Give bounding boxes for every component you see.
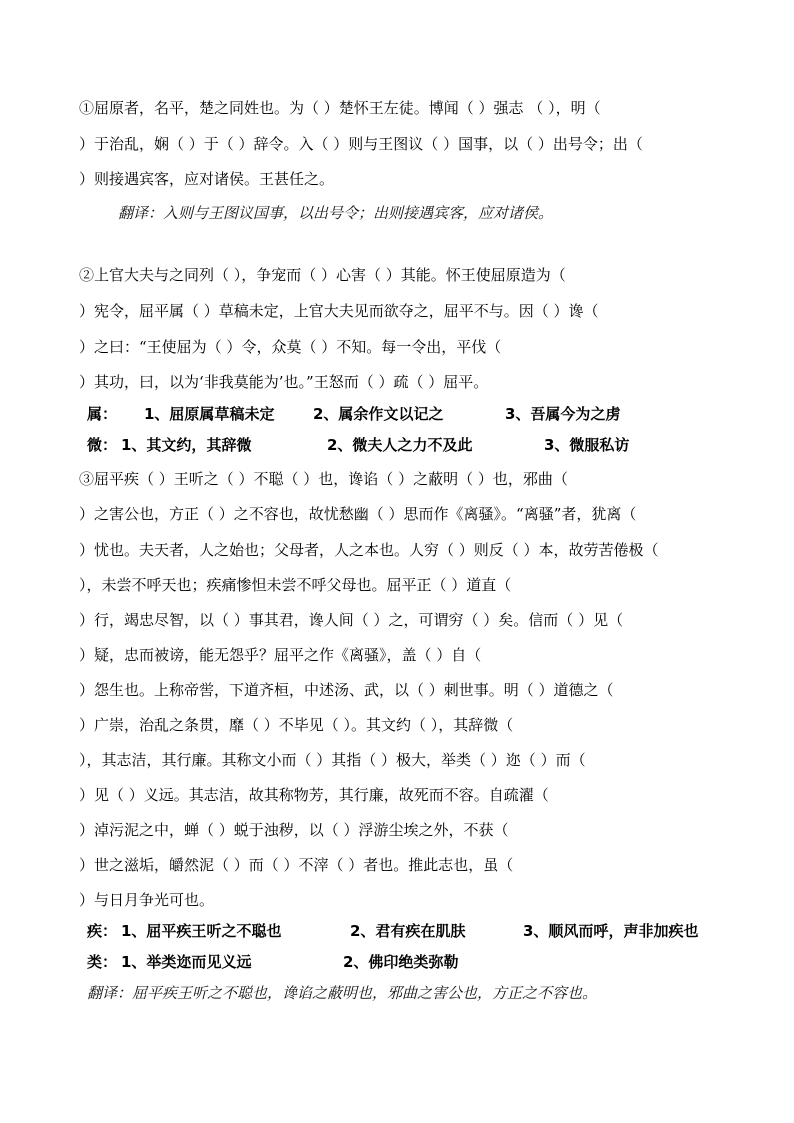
s3-line-8: ）广崇，治乱之条贯，靡（ ）不毕见（ ）。其文约（ ），其辞微（	[79, 716, 514, 734]
zhu-label: 属：	[87, 405, 118, 423]
s3-line-3: ）忧也。夫天者，人之始也；父母者，人之本也。人穷（ ）则反（ ）本，故劳苦倦极（	[79, 541, 659, 559]
lei-label: 类：	[87, 953, 118, 971]
zhu-item-2: 2、属余作文以记之	[313, 405, 444, 423]
s2-line-2: ）宪令，屈平属（ ）草稿未定，上官大夫见而欲夺之，屈平不与。因（ ）谗（	[79, 302, 599, 320]
s1-line-1: ①屈原者，名平，楚之同姓也。为（ ）楚怀王左徒。博闻（ ）强志 （ ），明（	[79, 99, 601, 117]
s3-translation: 翻译：屈平疾王听之不聪也，谗谄之蔽明也，邪曲之害公也，方正之不容也。	[87, 984, 598, 1002]
s3-line-7: ）怨生也。上称帝喾，下道齐桓，中述汤、武，以（ ）刺世事。明（ ）道德之（	[79, 681, 614, 699]
zhu-item-3: 3、吾属今为之虏	[505, 405, 621, 423]
lei-item-1: 1、举类迩而见义远	[121, 953, 252, 971]
s3-line-9: ），其志洁，其行廉。其称文小而（ ）其指（ ）极大，举类（ ）迩（ ）而（	[79, 751, 586, 769]
s2-line-3: ）之曰：“王使屈为（ ）令，众莫（ ）不知。每一令出，平伐（	[79, 338, 502, 356]
s1-line-2: ）于治乱，娴（ ）于（ ）辞令。入（ ）则与王图议（ ）国事，以（ ）出号令；出（	[79, 135, 643, 153]
s3-line-2: ）之害公也，方正（ ）之不容也，故忧愁幽（ ）思而作《离骚》。“离骚”者，犹离（	[79, 505, 637, 523]
s3-line-12: ）世之滋垢，皭然泥（ ）而（ ）不滓（ ）者也。推此志也，虽（	[79, 856, 514, 874]
s3-line-11: ）淖污泥之中，蝉（ ）蜕于浊秽，以（ ）浮游尘埃之外，不获（	[79, 821, 509, 839]
s2-line-1: ②上官大夫与之同列（ ），争宠而（ ）心害（ ）其能。怀王使屈原造为（	[79, 266, 566, 284]
s3-line-4: ），未尝不呼天也；疾痛惨怛未尝不呼父母也。屈平正（ ）道直（	[79, 576, 512, 594]
s3-line-13: ）与日月争光可也。	[79, 891, 215, 909]
ji-item-1: 1、屈平疾王听之不聪也	[121, 922, 282, 940]
s3-line-6: ）疑，忠而被谤，能无怨乎？屈平之作《离骚》，盖（ ）自（	[79, 646, 482, 664]
ji-label: 疾：	[87, 922, 118, 940]
s2-line-4: ）其功，曰，以为‘非我莫能为’也。”王怒而（ ）疏（ ）屈平。	[79, 373, 489, 391]
s3-line-1: ③屈平疾（ ）王听之（ ）不聪（ ）也，谗谄（ ）之蔽明（ ）也，邪曲（	[79, 470, 568, 488]
ji-item-3: 3、顺风而呼，声非加疾也	[523, 922, 699, 940]
ji-item-2: 2、君有疾在肌肤	[350, 922, 466, 940]
zhu-item-1: 1、屈原属草稿未定	[144, 405, 275, 423]
wei-item-2: 2、微夫人之力不及此	[327, 436, 473, 454]
wei-label: 微：	[87, 436, 118, 454]
s3-line-10: ）见（ ）义远。其志洁，故其称物芳，其行廉，故死而不容。自疏濯（	[79, 786, 549, 804]
lei-item-2: 2、佛印绝类弥勒	[343, 953, 459, 971]
wei-item-1: 1、其文约，其辞微	[121, 436, 252, 454]
s1-translation: 翻译：入则与王图议国事，以出号令；出则接遇宾客，应对诸侯。	[118, 204, 554, 222]
s1-line-3: ）则接遇宾客，应对诸侯。王甚任之。	[79, 170, 335, 188]
s3-line-5: ）行，竭忠尽智，以（ ）事其君，谗人间（ ）之，可谓穷（ ）矣。信而（ ）见（	[79, 611, 624, 629]
wei-item-3: 3、微服私访	[544, 436, 630, 454]
